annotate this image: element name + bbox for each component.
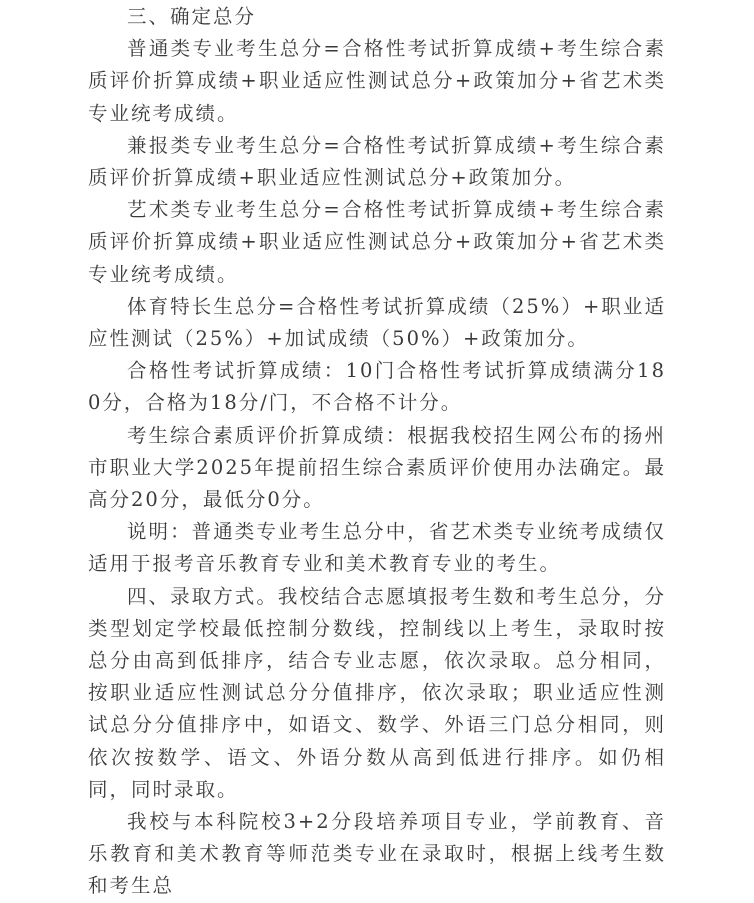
paragraph-note: 说明：普通类专业考生总分中，省艺术类专业统考成绩仅适用于报考音乐教育专业和美术教育专业的考生。 (88, 520, 666, 576)
paragraph-qualification-exam-score: 合格性考试折算成绩：10门合格性考试折算成绩满分180分，合格为18分/门，不合格不计分。 (88, 359, 666, 415)
section-heading-total-score: 三、确定总分 (127, 5, 257, 28)
paragraph-teacher-training-admission: 我校与本科院校3+2分段培养项目专业，学前教育、音乐教育和美术教育等师范类专业在录取时，根据上线考生数和考生总 (88, 810, 666, 898)
paragraph-comprehensive-quality-score: 考生综合素质评价折算成绩：根据我校招生网公布的扬州市职业大学2025年提前招生综合素质评价使用办法确定。最高分20分，最低分0分。 (88, 423, 666, 512)
paragraph-art-category-formula: 艺术类专业考生总分=合格性考试折算成绩+考生综合素质评价折算成绩+职业适应性测试总分+政策加分+省艺术类专业统考成绩。 (88, 198, 666, 286)
paragraph-sports-specialty-formula: 体育特长生总分=合格性考试折算成绩（25%）+职业适应性测试（25%）+加试成绩（50%）+政策加分。 (88, 294, 666, 351)
paragraph-dual-category-formula: 兼报类专业考生总分=合格性考试折算成绩+考生综合素质评价折算成绩+职业适应性测试总分+政策加分。 (88, 133, 666, 190)
paragraph-admission-method: 四、录取方式。我校结合志愿填报考生数和考生总分，分类型划定学校最低控制分数线，控制线以上考生，录取时按总分由高到低排序，结合专业志愿，依次录取。总分相同，按职业适应性测试总分分值排序，依次录取；职业适应性测试总分分值排序中，如语文、数学、外语三门总分相同，则依次按数学、语文、外语分数从高到低进行排序。如仍相同，同时录取。 (88, 584, 666, 801)
paragraph-general-category-formula: 普通类专业考生总分=合格性考试折算成绩+考生综合素质评价折算成绩+职业适应性测试总分+政策加分+省艺术类专业统考成绩。 (88, 37, 666, 125)
